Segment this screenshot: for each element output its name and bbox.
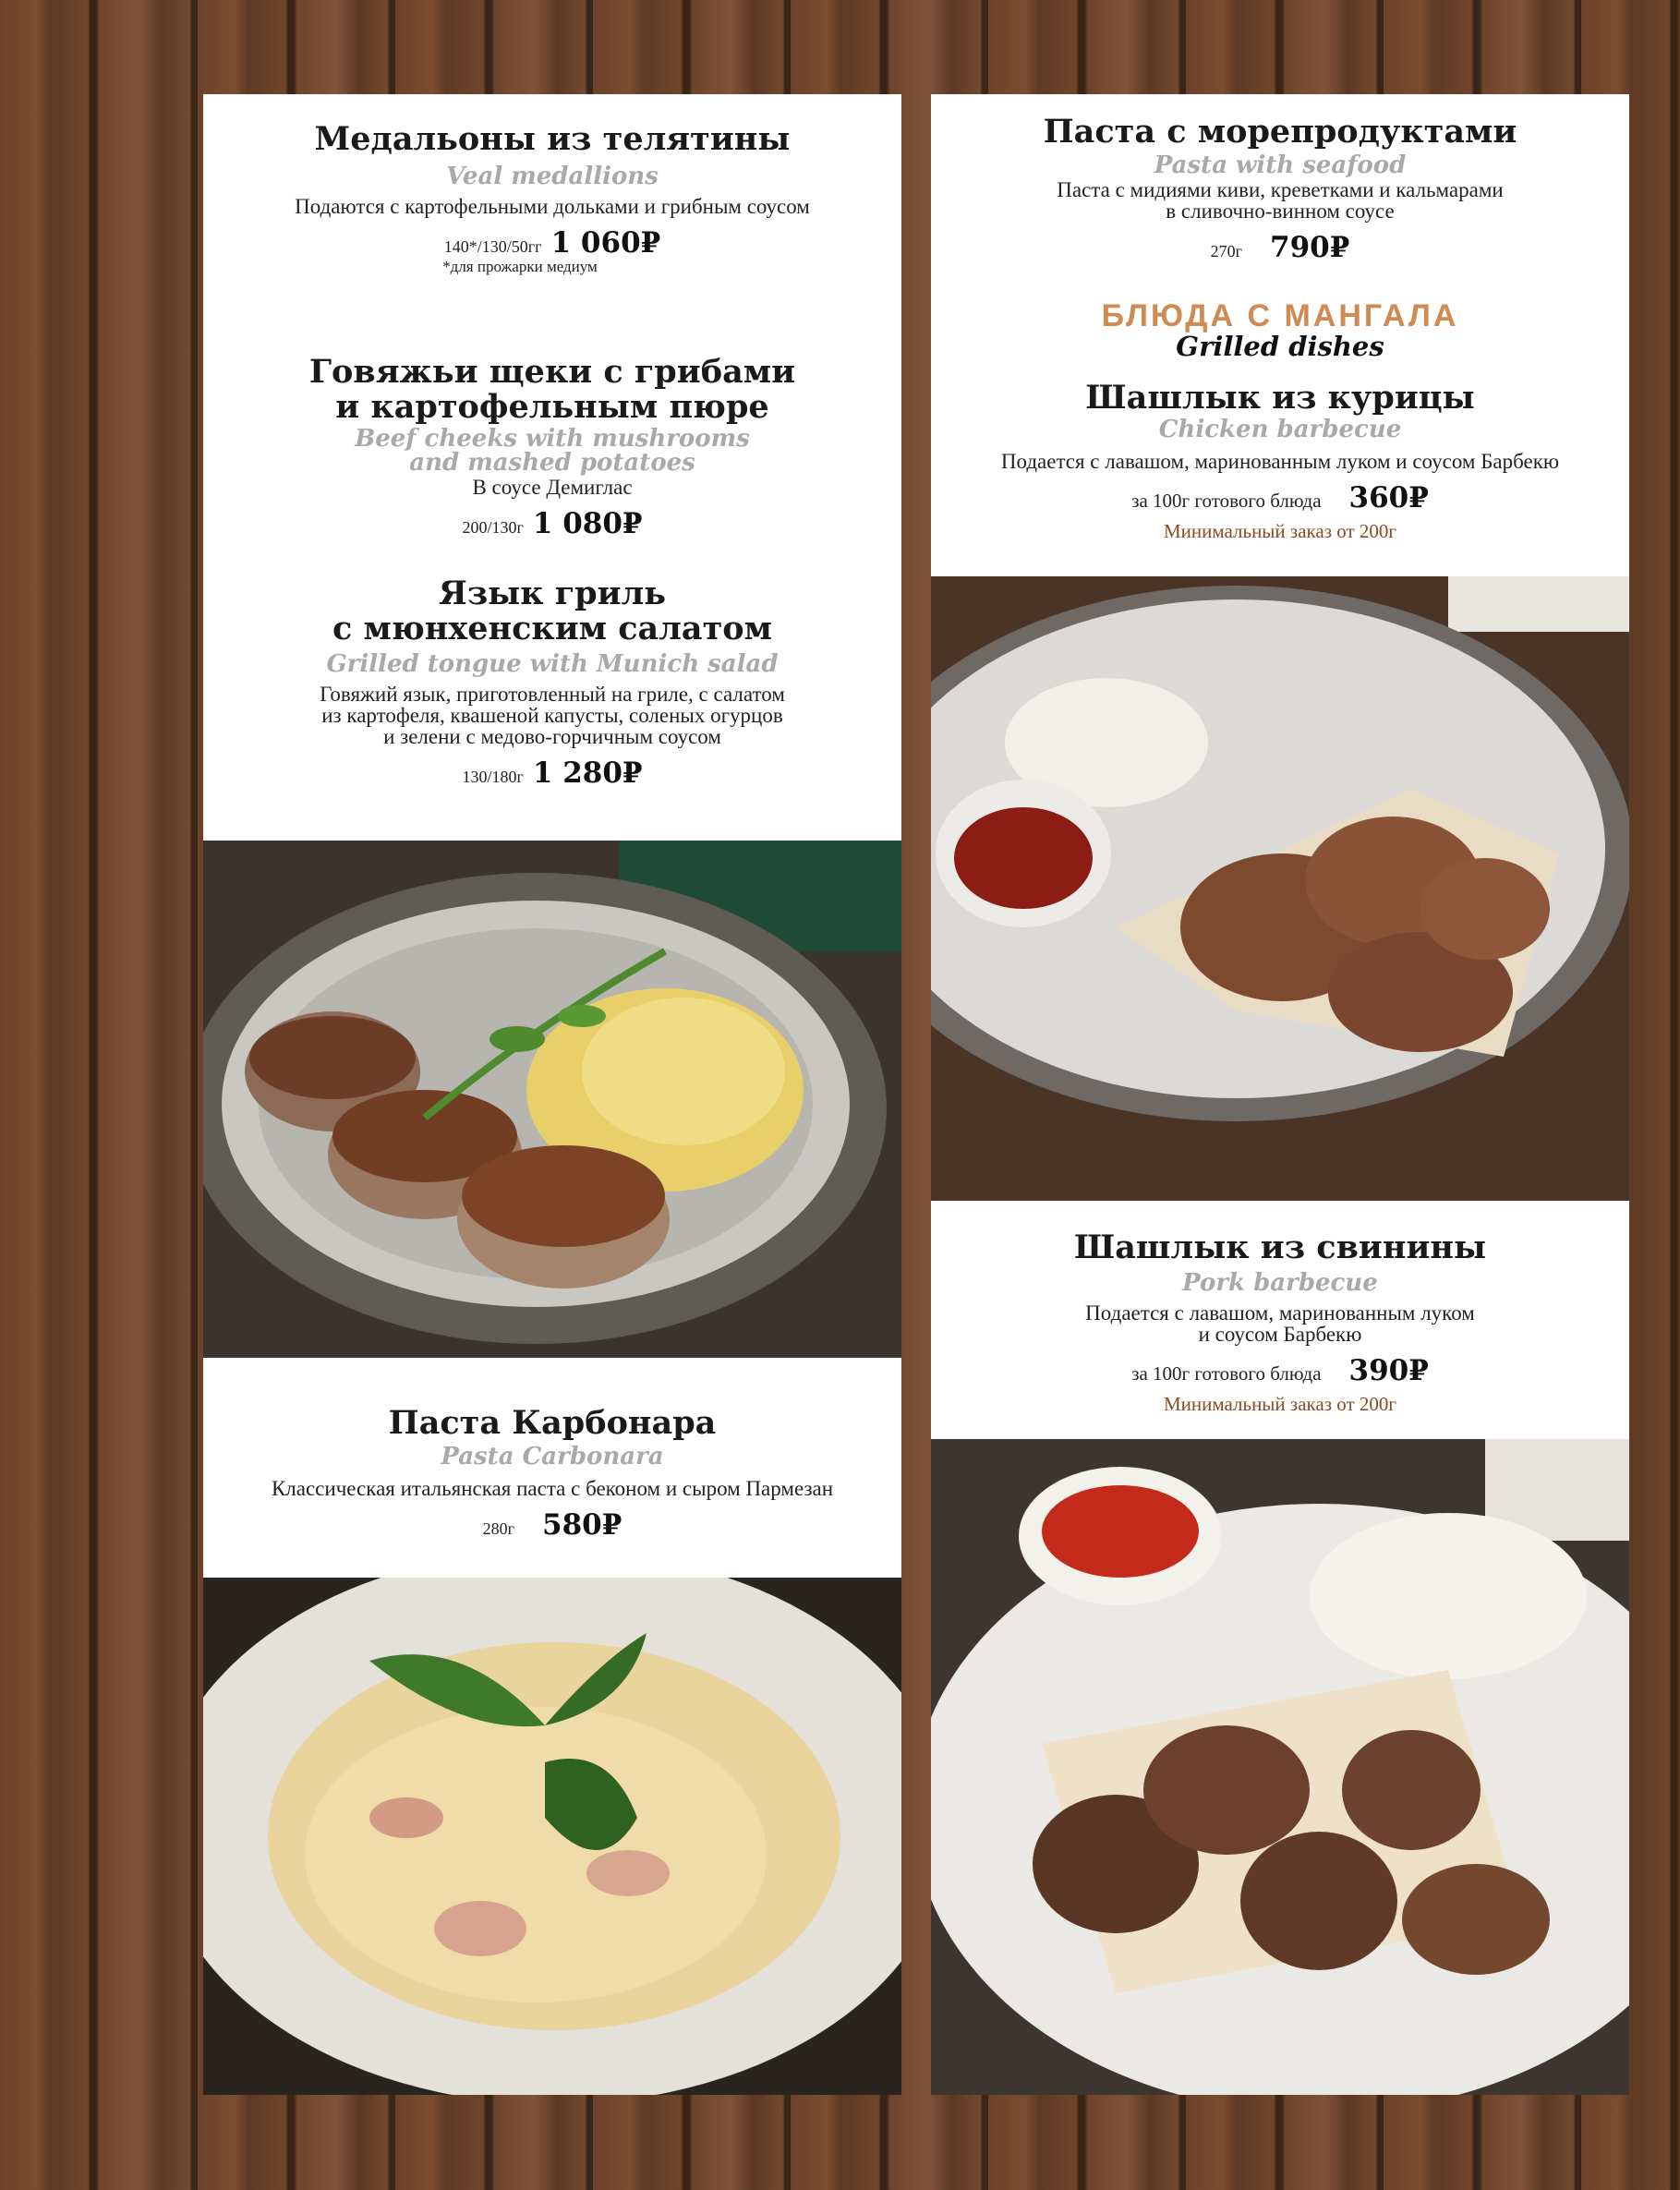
dish-description: Классическая итальянская паста с беконом и сыром Пармезан: [271, 1477, 834, 1500]
photo-pasta-carbonara: [203, 1578, 901, 2095]
dish-title-en: Pasta Carbonara: [441, 1443, 664, 1470]
price-line: [203, 756, 901, 790]
price-line: [203, 507, 901, 540]
photo-pork-barbecue: [931, 1439, 1629, 2095]
photo-chicken-barbecue: [931, 576, 1629, 1201]
dish-title: Шашлык из курицы: [1085, 379, 1475, 417]
menu-item-chicken-barbecue: [931, 381, 1629, 543]
dish-title: Паста с морепродуктами: [1043, 113, 1517, 151]
dish-title: Паста Карбонара: [388, 1404, 717, 1442]
dish-weight: за 100г готового блюда: [1131, 490, 1322, 512]
dish-price: 1 080₽: [532, 507, 643, 540]
section-title: БЛЮДА С МАНГАЛА: [1101, 298, 1459, 333]
dish-title: Медальоны из телятины: [314, 120, 791, 158]
dish-description-line1: Паста с мидиями киви, креветками и кальмарами: [1057, 178, 1504, 201]
dish-title-line2: с мюнхенским салатом: [332, 610, 773, 647]
dish-title-line2: и картофельным пюре: [335, 388, 769, 426]
price-line: [931, 231, 1629, 264]
menu-column-right: [931, 94, 1629, 2095]
price-line: [931, 1354, 1629, 1387]
dish-note: *для прожарки медиум: [442, 258, 598, 275]
min-order: Минимальный заказ от 200г: [1163, 520, 1397, 542]
dish-description-line1: Подается с лавашом, маринованным луком: [1085, 1301, 1475, 1325]
dish-price: 1 280₽: [532, 756, 643, 790]
menu-column-left: [203, 94, 901, 2095]
dish-weight: за 100г готового блюда: [1131, 1362, 1322, 1385]
dish-title: Шашлык из свинины: [1073, 1228, 1487, 1266]
dish-price: 1 060₽: [550, 226, 661, 260]
dish-description-line2: и соусом Барбекю: [1198, 1323, 1362, 1346]
price-line: [203, 1508, 901, 1542]
dish-title-en: Chicken barbecue: [1158, 416, 1402, 443]
dish-description-line3: и зелени с медово-горчичным соусом: [383, 725, 721, 748]
min-order: Минимальный заказ от 200г: [1163, 1393, 1397, 1415]
menu-item-veal-medallions: [203, 122, 901, 274]
dish-description: В соусе Демиглас: [472, 476, 633, 499]
dish-price: 360₽: [1348, 481, 1429, 514]
section-title-en: Grilled dishes: [1176, 331, 1384, 362]
menu-item-grilled-tongue: [203, 576, 901, 790]
dish-title-line1: Говяжьи щеки с грибами: [308, 353, 796, 391]
menu-item-beef-cheeks: [203, 355, 901, 540]
dish-title-en: Pasta with seafood: [1154, 151, 1407, 179]
price-line: [931, 481, 1629, 514]
dish-weight: 130/180г: [462, 768, 524, 786]
photo-veal-medallions: [203, 841, 901, 1358]
price-line: [203, 226, 901, 260]
dish-description-line1: Говяжий язык, приготовленный на гриле, с салатом: [320, 683, 785, 706]
dish-description-line2: в сливочно-винном соусе: [1166, 200, 1395, 223]
dish-price: 790₽: [1270, 231, 1350, 264]
menu-item-pork-barbecue: [931, 1230, 1629, 1416]
dish-price: 390₽: [1348, 1354, 1429, 1387]
section-grilled-dishes: [931, 299, 1629, 360]
dish-description: Подается с лавашом, маринованным луком и соусом Барбекю: [1000, 450, 1560, 473]
dish-title-en: Grilled tongue with Munich salad: [326, 650, 779, 678]
dish-title-en: Veal medallions: [446, 163, 659, 190]
dish-weight: 270г: [1210, 242, 1243, 260]
dish-description-line2: из картофеля, квашеной капусты, соленых огурцов: [321, 704, 783, 727]
dish-price: 580₽: [542, 1508, 622, 1542]
dish-description: Подаются с картофельными дольками и грибным соусом: [295, 195, 810, 218]
dish-title-en: Pork barbecue: [1182, 1269, 1378, 1297]
dish-weight: 280г: [482, 1519, 515, 1538]
dish-title-line1: Язык гриль: [438, 575, 667, 612]
dish-title-en-line2: and mashed potatoes: [409, 449, 695, 477]
dish-title-en-line1: Beef cheeks with mushrooms: [355, 425, 750, 453]
menu-item-seafood-pasta: [931, 115, 1629, 264]
menu-item-pasta-carbonara: [203, 1406, 901, 1542]
dish-weight: 140*/130/50гг: [443, 237, 542, 256]
dish-weight: 200/130г: [462, 518, 524, 537]
